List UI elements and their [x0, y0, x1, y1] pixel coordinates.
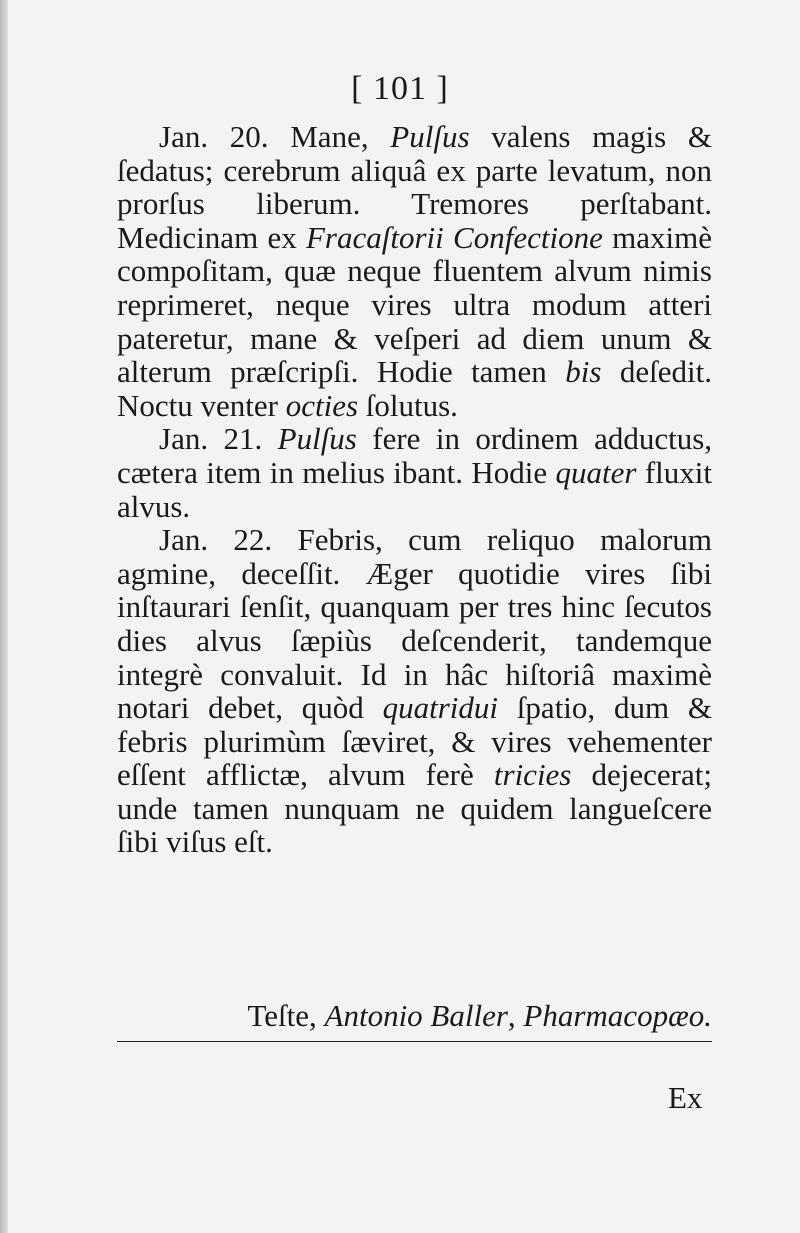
- text-run: Jan. 20. Mane,: [159, 119, 391, 154]
- italic-text: bis: [565, 354, 602, 390]
- signature-name: Antonio Baller: [324, 998, 508, 1033]
- text-run: Jan. 21.: [159, 421, 278, 457]
- italic-text: octies: [285, 387, 359, 423]
- signature-separator: ,: [507, 998, 524, 1033]
- paragraph: [117, 422, 712, 523]
- italic-text: quatridui: [382, 690, 499, 726]
- italic-text: quater: [555, 454, 637, 490]
- text-run: ſolutus.: [358, 387, 458, 423]
- signature-rule: [117, 1041, 712, 1043]
- text-run: dejecerat; unde tamen nunquam ne quidem langueſcere ſibi viſus eſt.: [117, 757, 712, 860]
- paragraph: [117, 523, 712, 859]
- page-body: [117, 120, 712, 859]
- italic-text: Fracaſtorii Confectione: [306, 219, 603, 255]
- italic-text: Pulſus: [277, 421, 357, 457]
- page-number: [ 101 ]: [351, 70, 449, 107]
- text-run: maximè compoſitam, quæ neque fluentem alvum nimis reprimeret, neque vires ultra modum atteri pateretur, mane & veſperi ad diem unum & alterum præſcripſi. Hodie tamen: [117, 219, 712, 390]
- text-run: Jan. 22. Febris, cum reliquo malorum agmine, deceſſit. Æger quotidie vires ſibi inſtaurari ſenſit, quanquam per tres hinc ſecutos dies alvus ſæpiùs deſcenderit, tandemque integrè convaluit. Id in hâc hiſtoriâ maximè notari debet, quòd: [117, 522, 712, 726]
- catchword: Ex: [668, 1080, 703, 1115]
- text-run: valens magis & ſedatus; cerebrum aliquâ ex parte levatum, non prorſus liberum. Tremores perſtabant. Medicinam ex: [117, 119, 712, 255]
- text-run: fluxit alvus.: [117, 454, 712, 524]
- italic-text: Pulſus: [390, 119, 470, 154]
- signature-prefix: Teſte,: [247, 998, 325, 1033]
- text-run: fere in ordinem adductus, cætera item in melius ibant. Hodie: [117, 421, 713, 490]
- text-run: ſpatio, dum & febris plurimùm ſæviret, & vires vehementer eſſent afflictæ, alvum ferè: [117, 690, 712, 793]
- signature-block: [117, 998, 712, 1042]
- italic-text: tricies: [493, 757, 572, 793]
- signature-role: Pharmacopæo.: [523, 998, 712, 1033]
- paragraph: [117, 120, 712, 422]
- signature-line: [248, 998, 713, 1034]
- text-run: deſedit. Noctu venter: [117, 354, 713, 423]
